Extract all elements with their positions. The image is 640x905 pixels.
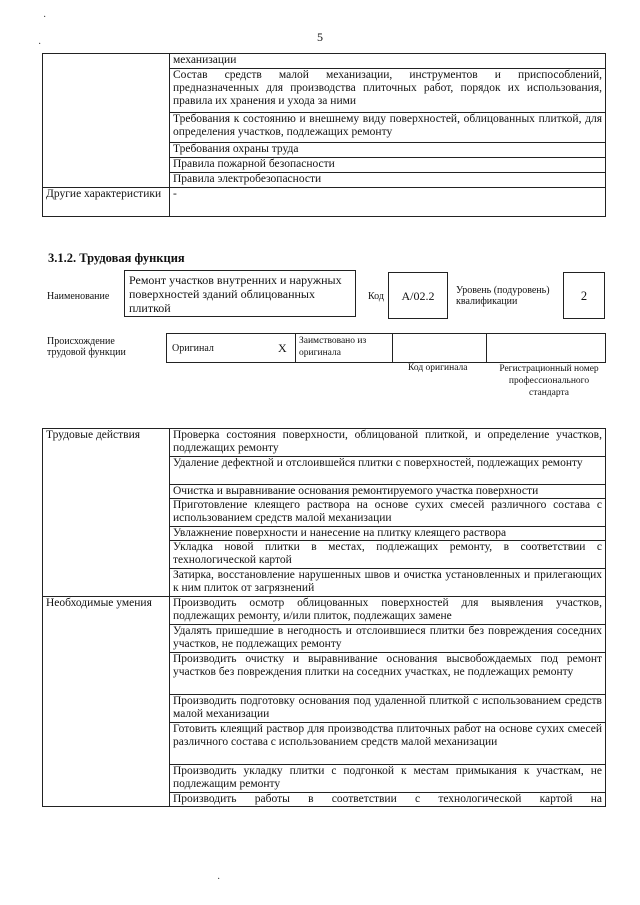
scan-speck: · [38,39,42,50]
original-mark: X [278,341,287,355]
labor-actions-label: Трудовые действия [43,429,170,597]
function-name-box [124,270,356,317]
knowledge-table [42,53,606,217]
knowledge-row: механизации [170,54,606,69]
labor-action-row: Увлажнение поверхности и нанесение на плитку клеящего раствора [170,527,606,541]
labor-action-row: Удаление дефектной и отслоившейся плитки с поверхностей, подлежащих ремонту [170,457,606,485]
function-code-box [388,272,448,319]
borrowed-label: Заимствовано из оригинала [299,336,367,358]
level-value: 2 [580,289,588,303]
level-label: Уровень (подуровень) квалификации [456,285,550,307]
scan-speck: · [43,12,47,23]
name-label: Наименование [47,291,110,302]
original-label: Оригинал [172,343,214,354]
origin-divider [295,333,296,363]
code-label: Код [368,291,384,302]
skill-row: Производить укладку плитки с подгонкой к местам примыкания к участкам, не подлежащим ремонту [170,765,606,793]
labor-action-row: Укладка новой плитки в местах, подлежащих ремонту, в соответствии с технологической картой [170,541,606,569]
knowledge-row: Правила пожарной безопасности [170,158,606,173]
origin-label: Происхождение трудовой функции [47,336,126,358]
skill-row: Производить очистку и выравнивание основания высвобождаемых под ремонт участков без повреждения плитки на соседних участках, не подлежащих ремонту [170,653,606,695]
labor-action-row: Очистка и выравнивание основания ремонтируемого участка поверхности [170,485,606,499]
origin-divider [486,333,487,363]
skill-row: Производить подготовку основания под удаленной плиткой с использованием средств малой механизации [170,695,606,723]
labor-action-row: Затирка, восстановление нарушенных швов и очистка установленных и прилегающих к ним плиток от загрязнений [170,569,606,597]
knowledge-row: Правила электробезопасности [170,173,606,188]
scan-speck: · [217,874,221,885]
skills-label: Необходимые умения [43,597,170,807]
skill-row: Удалять пришедшие в негодность и отслоившиеся плитки без повреждения соседних участков, не подлежащих ремонту [170,625,606,653]
function-name: Ремонт участков внутренних и наружных поверхностей зданий облицованных плиткой [129,273,342,315]
knowledge-row: Требования к состоянию и внешнему виду поверхностей, облицованных плиткой, для определения участков, подлежащих ремонту [170,113,606,143]
skill-row: Готовить клеящий раствор для производства плиточных работ на основе сухих смесей различного состава с использованием средств малой механизации [170,723,606,765]
registration-caption: Регистрационный номер профессионального стандарта [499,364,599,398]
other-characteristics-value: - [170,188,606,217]
origin-divider [392,333,393,363]
page-number: 5 [317,30,323,44]
labor-action-row: Приготовление клеящего раствора на основе сухих смесей различного состава с использованием средств малой механизации [170,499,606,527]
labor-action-row: Проверка состояния поверхности, облицованой плиткой, и определение участков, подлежащих ремонту [170,429,606,457]
function-table [42,428,606,807]
level-box [563,272,605,319]
function-code: А/02.2 [401,289,435,303]
table-left-cell-empty [43,54,170,188]
skill-row: Производить работы в соответствии с технологической картой на [170,793,606,807]
original-code-caption: Код оригинала [408,363,468,373]
knowledge-row: Состав средств малой механизации, инструментов и приспособлений, предназначенных для производства плиточных работ, порядок их использования, правила их хранения и ухода за ними [170,69,606,113]
knowledge-row: Требования охраны труда [170,143,606,158]
skill-row: Производить осмотр облицованных поверхностей для выявления участков, подлежащих ремонту, и/или плиток, подлежащих замене [170,597,606,625]
other-characteristics-label: Другие характеристики [43,188,170,217]
section-heading: 3.1.2. Трудовая функция [48,251,185,265]
